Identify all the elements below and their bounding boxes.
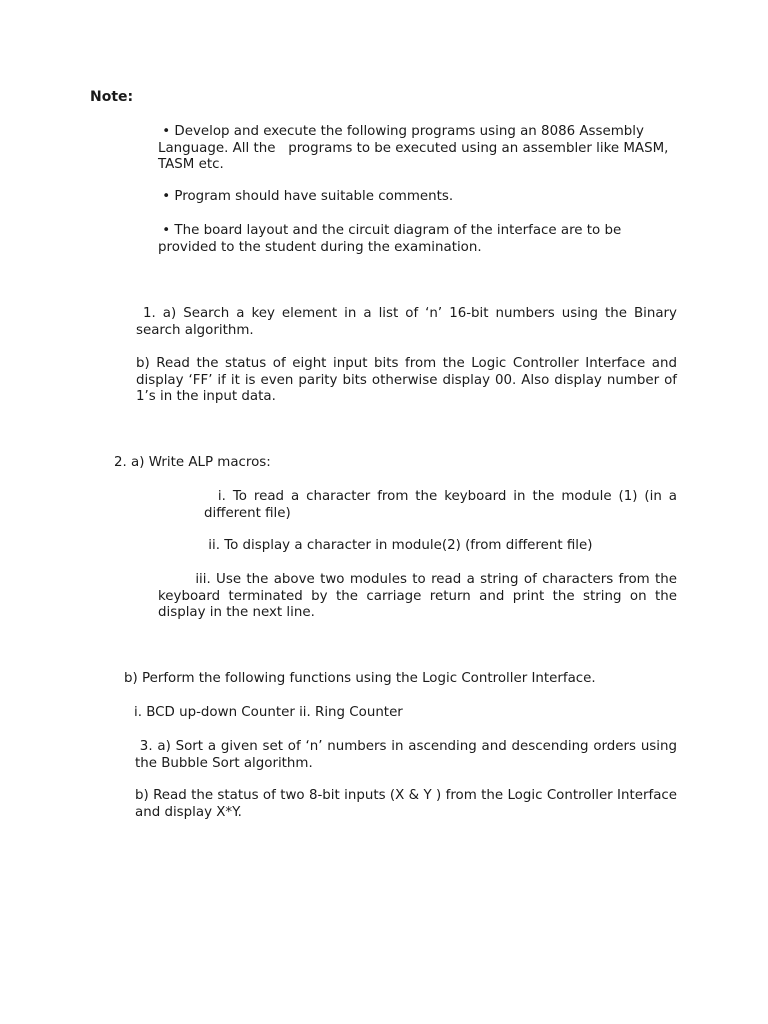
question-3a: 3. a) Sort a given set of ‘n’ numbers in ascending and descending orders using the Bubble Sort algorithm. (135, 739, 682, 771)
note-item-3-line-2: provided to the student during the examination. (158, 239, 482, 255)
note-item-3-line-1: • The board layout and the circuit diagram of the interface are to be (158, 223, 622, 238)
question-1b: b) Read the status of eight input bits from the Logic Controller Interface and display ‘FF’ if it is even parity bits otherwise display 00. Also display number of 1’s in the input data. (136, 356, 677, 404)
note-item-1-line-2: Language. All the programs to be executed using an assembler like MASM, (158, 140, 669, 156)
note-item-2 (158, 189, 698, 206)
question-2b-heading: b) Perform the following functions using the Logic Controller Interface. (124, 671, 596, 686)
question-2b-items: i. BCD up-down Counter ii. Ring Counter (134, 705, 403, 720)
note-item-3 (158, 223, 698, 256)
question-2a-heading: 2. a) Write ALP macros: (114, 455, 271, 470)
question-2a-item-iii: iii. Use the above two modules to read a string of characters from the keyboard terminated by the carriage return and print the string on the display in the next line. (158, 572, 682, 620)
note-item-1 (158, 124, 698, 174)
note-item-2-line-1: • Program should have suitable comments. (158, 189, 454, 204)
note-heading: Note: (90, 89, 134, 105)
question-1a: 1. a) Search a key element in a list of ‘n’ 16-bit numbers using the Binary search algorithm. (136, 306, 682, 338)
question-2a-item-i: i. To read a character from the keyboard in the module (1) (in a different file) (204, 489, 682, 521)
question-2a-item-ii: ii. To display a character in module(2) (from different file) (204, 538, 593, 553)
note-item-1-line-1: • Develop and execute the following programs using an 8086 Assembly (158, 124, 644, 139)
question-3b: b) Read the status of two 8-bit inputs (X & Y ) from the Logic Controller Interface and display X*Y. (135, 788, 677, 820)
note-item-1-line-3: TASM etc. (158, 157, 224, 172)
